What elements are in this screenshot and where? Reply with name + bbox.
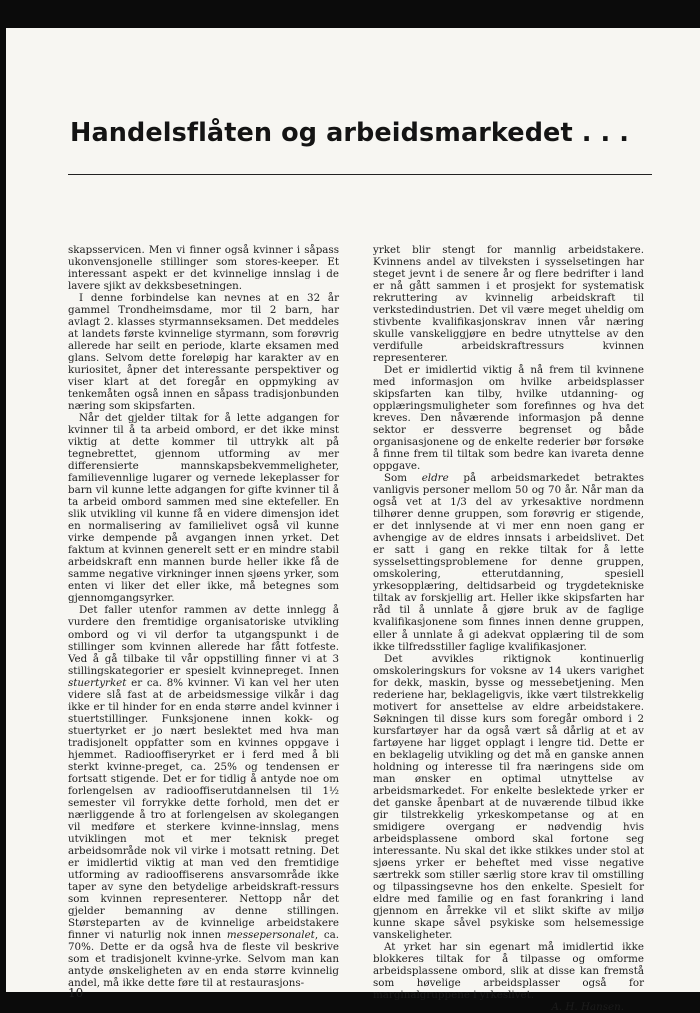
paragraph xyxy=(373,472,644,652)
left-column xyxy=(68,244,339,989)
paragraph: Når det gjelder tiltak for å lette adgangen for kvinner til å ta arbeid ombord, er det ikke minst viktig at dette kommer til uttrykk alt på tegnebrettet, gjennom utforming av mer differensierte mannskapsbekvemmeligheter, familievennlige lugarer og vernede lekeplasser for barn vil kunne lette adgangen for gifte kvinner til å ta arbeid ombord sammen med sine ektefeller. En slik utvikling vil kunne få en videre dimensjon idet en normalisering av familielivet også vil kunne virke dempende på avgangen innen yrket. Det faktum at kvinnen generelt sett er en mindre stabil arbeidskraft enn mannen burde heller ikke få de samme negative virkninger innen sjøens yrker, som enten vi liker det eller ikke, må betegnes som gjennomgangsyrker. xyxy=(68,412,339,605)
text-run: er ca. 8% kvinner. Vi kan vel her uten videre slå fast at de arbeidsmessige vilkår i dag ikke er til hinder for en enda større andel kvinner i stuertstillinger. Funksjonene innen kokk- og stuertyrket er jo nært beslektet med hva man tradisjonelt oppfatter som en kvinnes oppgave i hjemmet. Radiooffiseryrket er i ferd med å bli sterkt kvinne-preget, ca. 25% og tendensen er fortsatt stigende. Det er for tidlig å antyde noe om forlengelsen av radiooffiserutdannelsen til 1½ semester vil forrykke dette forhold, men det er nærliggende å tro at forlengelsen av skolegangen vil medføre et sterkere kvinne-innslag, mens utviklingen mot et mer teknisk preget arbeidsområde nok vil virke i motsatt retning. Det er imidlertid viktig at man ved den fremtidige utforming av radiooffiserens ansvarsområde ikke taper av syne den betydelige arbeidskraft-ressurs som kvinnen representerer. Nettopp når det gjelder bemanning av denne stillingen. Størsteparten av de kvinnelige arbeidstakere finner vi naturlig nok innen xyxy=(68,676,339,941)
italic-term: messepersonalet xyxy=(226,928,315,941)
right-column xyxy=(373,244,644,1013)
italic-term: stuertyrket xyxy=(68,676,127,689)
page-number: 10 xyxy=(68,986,84,1000)
magazine-page xyxy=(6,28,700,1013)
title-divider xyxy=(68,174,652,175)
author-signature: A. H. Hansen. xyxy=(551,1000,624,1013)
text-run: på arbeidsmarkedet betraktes vanligvis personer mellom 50 og 70 år. Når man da også vet at 1/3 del av yrkesaktive nordmenn tilhører denne gruppen, som forøvrig er stigende, er det innlysende at vi mer enn noen gang er avhengige av de eldres innsats i arbeidslivet. Det er satt i gang en rekke tiltak for å lette sysselsettingsproblemene for denne gruppen, omskolering, etterutdanning, spesiell yrkesopplæring, deltidsarbeid og trygdetekniske tiltak av forskjellig art. Heller ikke skipsfarten har råd til å unnlate å gjøre bruk av de faglige kvalifikasjonene som finnes innen denne gruppen, eller å unnlate å gi adekvat opplæring til de som ikke tilfredsstiller faglige kvalifikasjoner. xyxy=(373,472,644,653)
italic-term: eldre xyxy=(421,472,449,485)
paragraph: I denne forbindelse kan nevnes at en 32 år gammel Trondheimsdame, mor til 2 barn, har avlagt 2. klasses styrmannseksamen. Det meddeles at landets første kvinnelige styrmann, som forøvrig allerede har seilt en periode, klarte eksamen med glans. Selvom dette foreløpig har karakter av en kuriositet, åpner det interessante perspektiver og viser klart at det foregår en oppmyking av tenkemåten også innen en såpass tradisjonbunden næring som skipsfarten. xyxy=(68,292,339,413)
text-run: Som xyxy=(384,472,422,485)
paragraph: At yrket har sin egenart må imidlertid ikke blokkeres tiltak for å tilpasse og omforme arbeidsplassene ombord, slik at disse kan fremstå som høvelige arbeidsplasser også for marginalgruppene i yrkeslivet. xyxy=(373,940,644,1001)
paragraph: Det avvikles riktignok kontinuerlig omskoleringskurs for voksne av 14 ukers varighet for dekk, maskin, bysse og messebetjening. Men rederiene har, beklageligvis, ikke vært tilstrekkelig motivert for ansettelse av eldre arbeidstakere. Søkningen til disse kurs som foregår ombord i 2 kursfartøyer har da også vært så dårlig at et av fartøyene har ligget opplagt i lengre tid. Dette er en beklagelig utvikling og det må en ganske annen holdning og interesse til fra næringens side om man ønsker en optimal utnyttelse av arbeidsmarkedet. For enkelte beslektede yrker er det ganske åpenbart at de nuværende tilbud ikke gir tilstrekkelig yrkeskompetanse og at en smidigere overgang er nødvendig hvis arbeidsplassene ombord skal fortone seg interessante. Nu skal det ikke stikkes under stol at sjøens yrker er beheftet med visse negative særtrekk som stiller særlig store krav til omstilling og tilpassingsevne hos den enkelte. Spesielt for eldre med familie og en fast forankring i land gjennom en årrekke vil et slikt skifte av miljø kunne skape såvel psykiske som helsemessige vanskeligheter. xyxy=(373,652,644,941)
paragraph xyxy=(68,604,339,989)
text-run: , ca. 70%. Dette er da også hva de fleste vil beskrive som et tradisjonelt kvinne-yrke. Selvom man kan antyde ønskeligheten av en enda større kvinnelig andel, må ikke dette føre til at restaurasjons- xyxy=(68,928,339,989)
paragraph: Det er imidlertid viktig å nå frem til kvinnene med informasjon om hvilke arbeidsplasser skipsfarten kan tilby, hvilke utdanning- og opplæringsmuligheter som forefinnes og hva det kreves. Den nåværende informasjon på denne sektor er dessverre begrenset og både organisasjonene og de enkelte rederier bør forsøke å finne frem til tiltak som bedre kan ivareta denne oppgave. xyxy=(373,364,644,473)
article-title: Handelsflåten og arbeidsmarkedet . . . xyxy=(70,118,630,148)
paragraph: skapsservicen. Men vi finner også kvinner i såpass ukonvensjonelle stillinger som stores-keeper. Et interessant aspekt er det kvinnelige innslag i de lavere sjikt av dekksbesetningen. xyxy=(68,244,339,293)
paragraph: yrket blir stengt for mannlig arbeidstakere. Kvinnens andel av tilveksten i sysselsetingen har steget jevnt i de senere år og flere bedrifter i land er nå gått sammen i et prosjekt for systematisk rekruttering av kvinnelig arbeidskraft til verkstedindustrien. Det vil være meget uheldig om stivbente kvalifikasjonskrav innen vår næring skulle vanskeliggjøre en bedre utnyttelse av den verdifulle arbeidskraftressurs kvinnen representerer. xyxy=(373,244,644,365)
text-run: Det faller utenfor rammen av dette innlegg å vurdere den fremtidige organisatoriske utvikling ombord og vi vil derfor ta utgangspunkt i de stillinger som kvinnen allerede har fått fotfeste. Ved å gå tilbake til vår oppstilling finner vi at 3 stillingskategorier er spesielt kvinnepreget. Innen xyxy=(68,604,339,677)
